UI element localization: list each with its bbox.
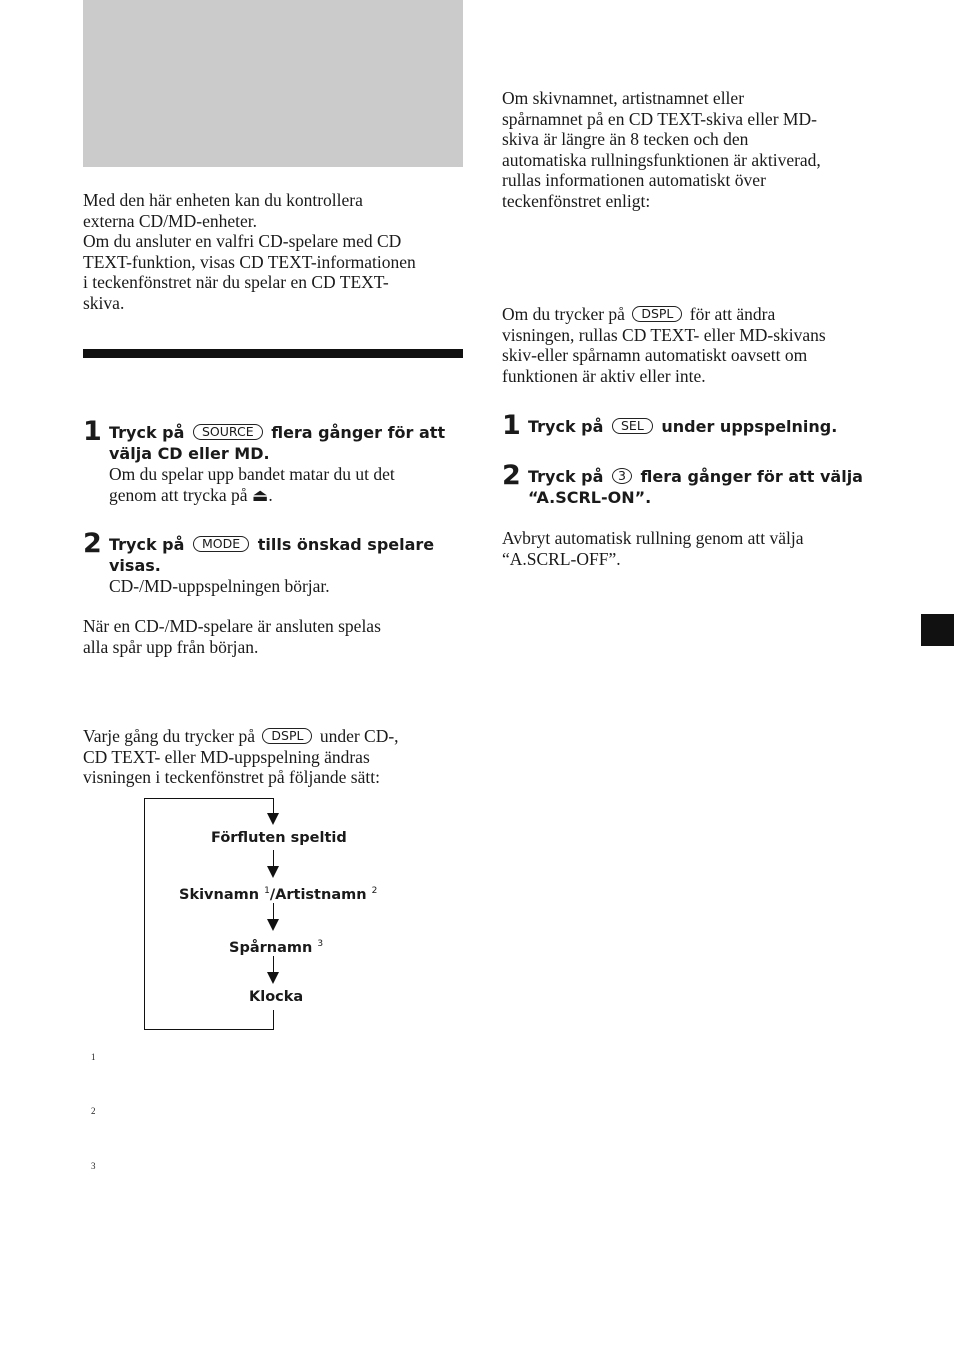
- step-text: Tryck på: [109, 535, 185, 554]
- playback-note: [83, 616, 473, 657]
- flow-item-track-name: [229, 935, 323, 957]
- intro-line: Med den här enheten kan du kontrollera: [83, 190, 363, 210]
- footnote-ref: 3: [317, 939, 324, 949]
- arrow-shaft: [273, 850, 274, 867]
- display-text: under CD-,: [319, 726, 399, 746]
- right-step-1-instruction: [528, 416, 908, 437]
- arrow-down-icon: [267, 972, 279, 984]
- step-number: 2: [502, 460, 521, 491]
- step-text: tills önskad spelare: [257, 535, 435, 554]
- step-number: 1: [502, 410, 521, 441]
- flow-item-disc-artist-name: [179, 882, 377, 904]
- loop-line-left: [144, 798, 145, 1030]
- step-text: flera gånger för att välja: [640, 467, 863, 486]
- step-text: under uppspelning.: [661, 417, 838, 436]
- step-2-heading: [109, 534, 469, 555]
- step-text: Tryck på: [528, 417, 604, 436]
- text-span: Om du trycker på: [502, 304, 625, 324]
- intro-line: i teckenfönstret när du spelar en CD TEXT-: [83, 272, 389, 292]
- intro-line: TEXT-funktion, visas CD TEXT-informationen: [83, 251, 416, 272]
- footnote-ref: 1: [264, 886, 270, 896]
- step-2-heading-line2: visas.: [109, 556, 161, 575]
- display-text: Varje gång du trycker på: [83, 726, 256, 746]
- display-paragraph: [83, 726, 473, 788]
- note-line: När en CD-/MD-spelare är ansluten spelas: [83, 616, 381, 636]
- intro-line: skiva.: [83, 292, 125, 313]
- loop-line-top: [144, 798, 273, 799]
- footnote-ref: 2: [371, 886, 378, 896]
- right-step-2-heading: [528, 466, 908, 487]
- mode-button-icon: MODE: [193, 536, 249, 552]
- loop-line-return: [273, 1010, 274, 1030]
- display-line: [83, 726, 473, 747]
- text-line: “A.SCRL-OFF”.: [502, 548, 621, 569]
- text-line: rullas informationen automatiskt över: [502, 170, 766, 190]
- text-line: spårnamnet på en CD TEXT-skiva eller MD-: [502, 108, 817, 129]
- footnote-marker: 2: [91, 1106, 96, 1116]
- arrow-shaft: [273, 903, 274, 920]
- source-button-icon: SOURCE: [193, 424, 263, 440]
- step-1-note: Om du spelar upp bandet matar du ut det: [109, 464, 395, 484]
- intro-line: externa CD/MD-enheter.: [83, 210, 257, 231]
- text-span: för att ändra: [689, 304, 776, 324]
- arrow-down-icon: [267, 919, 279, 931]
- step-1-instruction: [109, 422, 469, 505]
- display-line: visningen i teckenfönstret på följande sätt:: [83, 767, 380, 787]
- flow-text: /Artistnamn: [269, 887, 367, 903]
- cancel-autoscroll-note: [502, 528, 902, 569]
- footnote-marker: 1: [91, 1052, 96, 1062]
- arrow-shaft: [273, 956, 274, 973]
- footnote-marker: 3: [91, 1161, 96, 1171]
- step-1-heading: [109, 422, 469, 443]
- step-text: Tryck på: [109, 423, 185, 442]
- dspl-button-icon: DSPL: [262, 728, 312, 744]
- arrow-down-icon: [267, 866, 279, 878]
- section-divider: [83, 349, 463, 358]
- step-number: 2: [83, 528, 102, 559]
- text-line: skiva är längre än 8 tecken och den: [502, 129, 749, 149]
- flow-text: Skivnamn: [179, 887, 260, 903]
- display-line: CD TEXT- eller MD-uppspelning ändras: [83, 746, 370, 767]
- note-line: alla spår upp från början.: [83, 636, 259, 657]
- text-line: automatiska rullningsfunktionen är aktiverad,: [502, 149, 821, 170]
- autoscroll-intro: [502, 88, 902, 211]
- text-line: teckenfönstret enligt:: [502, 190, 651, 211]
- right-step-2-instruction: [528, 466, 908, 508]
- text-line: visningen, rullas CD TEXT- eller MD-skivans: [502, 324, 826, 345]
- chapter-tab-marker: [921, 614, 954, 646]
- step-1-heading-line2: välja CD eller MD.: [109, 444, 270, 463]
- sel-button-icon: SEL: [612, 418, 653, 434]
- header-image-placeholder: [83, 0, 463, 167]
- step-text: Tryck på: [528, 467, 604, 486]
- step-2-note: CD-/MD-uppspelningen börjar.: [109, 576, 330, 596]
- right-step-2-heading-line2: “A.SCRL-ON”.: [528, 488, 652, 507]
- arrow-down-icon: [267, 813, 279, 825]
- step-2-instruction: [109, 534, 469, 597]
- dspl-note: [502, 304, 902, 386]
- intro-paragraph: [83, 190, 473, 313]
- step-number: 1: [83, 416, 102, 447]
- text-line: skiv-eller spårnamn automatiskt oavsett om: [502, 345, 808, 365]
- flow-text: Spårnamn: [229, 940, 313, 956]
- flow-item-clock: Klocka: [249, 989, 304, 1005]
- dspl-button-icon: DSPL: [632, 306, 682, 322]
- button-3-icon: 3: [612, 468, 632, 484]
- text-line: [502, 304, 902, 325]
- flow-item-elapsed-time: Förfluten speltid: [211, 830, 347, 846]
- text-line: Avbryt automatisk rullning genom att välja: [502, 528, 804, 548]
- step-1-note: genom att trycka på ⏏.: [109, 484, 273, 505]
- step-text: flera gånger för att: [271, 423, 446, 442]
- text-line: Om skivnamnet, artistnamnet eller: [502, 88, 745, 108]
- loop-line-bottom: [144, 1029, 274, 1030]
- arrow-shaft: [273, 798, 274, 814]
- text-line: funktionen är aktiv eller inte.: [502, 365, 706, 386]
- intro-line: Om du ansluter en valfri CD-spelare med CD: [83, 231, 402, 251]
- right-step-1-heading: [528, 416, 908, 437]
